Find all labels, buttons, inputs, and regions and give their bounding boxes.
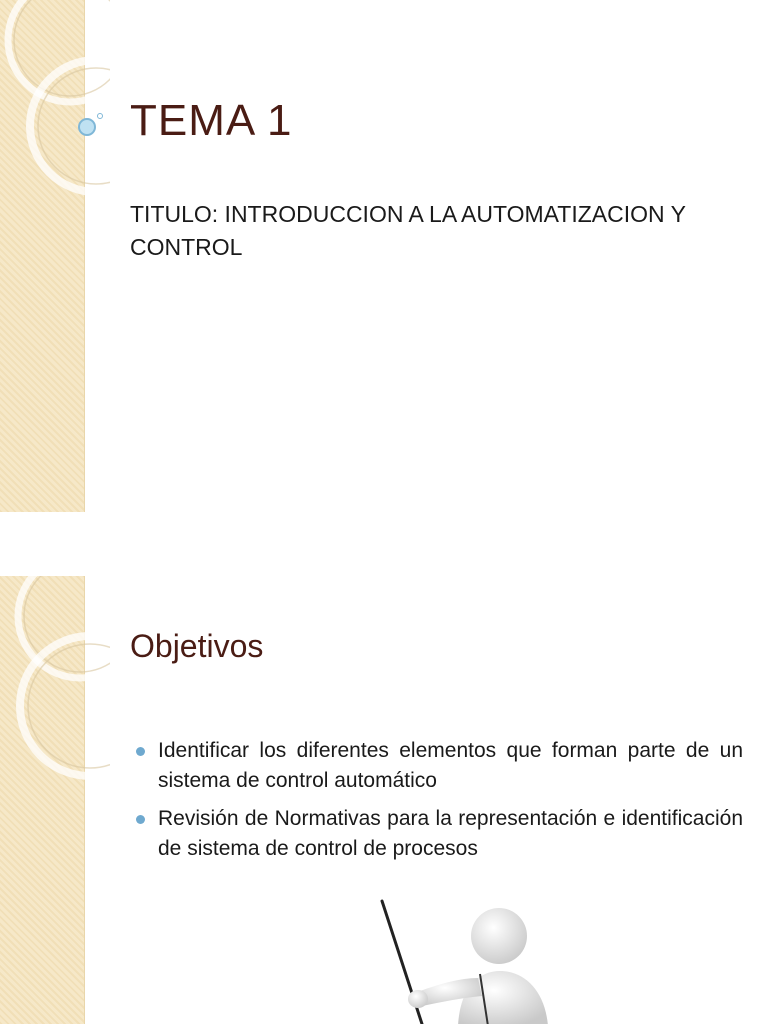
- slide-subtitle: TITULO: INTRODUCCION A LA AUTOMATIZACION Y CONTROL: [130, 201, 686, 260]
- decorative-rings-icon: [0, 0, 110, 512]
- decorative-side-strip: [0, 576, 85, 1024]
- objectives-heading: Objetivos: [130, 628, 264, 664]
- decorative-rings-icon: [0, 576, 110, 1024]
- bullet-dot-icon: [136, 747, 145, 756]
- slide-gap: [0, 512, 768, 576]
- presenter-figure-icon: [360, 896, 560, 1024]
- list-item-text: Revisión de Normativas para la representación e identificación de sistema de control de procesos: [158, 807, 743, 860]
- list-item-text: Identificar los diferentes elementos que forman parte de un sistema de control automático: [158, 739, 743, 792]
- decorative-side-strip: [0, 0, 85, 512]
- slide-2: [0, 576, 768, 1024]
- bullet-dot-icon: [136, 815, 145, 824]
- list-item: [133, 804, 743, 864]
- list-item: [133, 736, 743, 796]
- slide-title: TEMA 1: [130, 96, 293, 145]
- objectives-list: [133, 736, 743, 872]
